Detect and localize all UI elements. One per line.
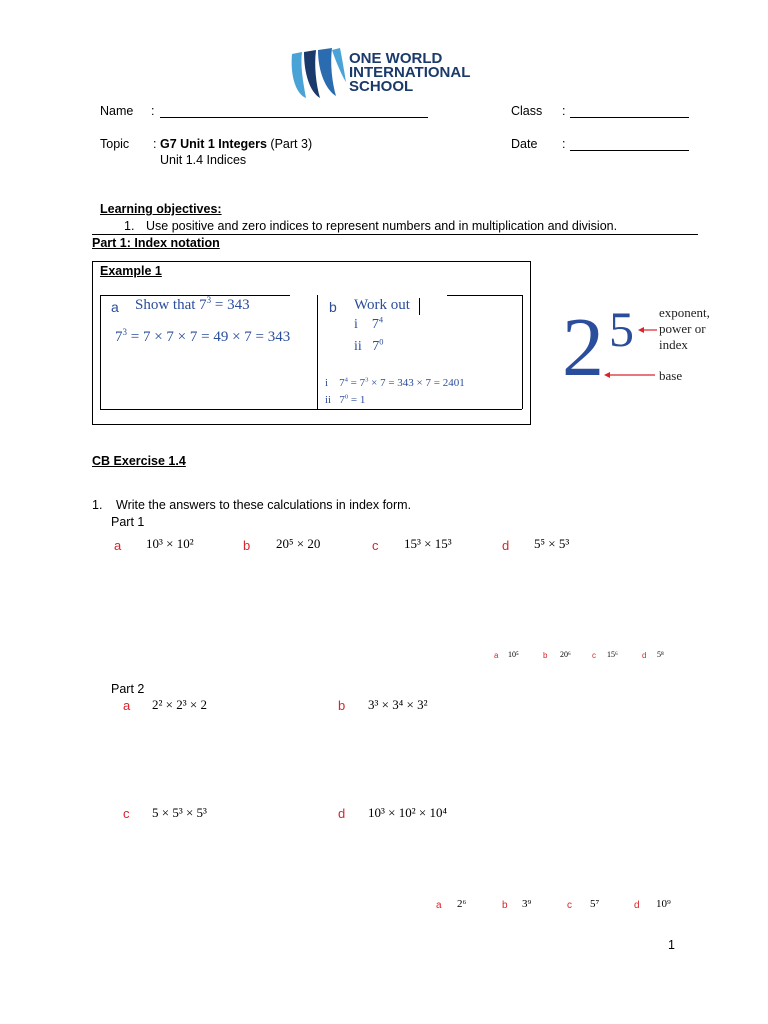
part2-answer-b-label: b xyxy=(502,900,508,911)
part2-answer-c-value: 5⁷ xyxy=(590,898,600,910)
topic-bold: G7 Unit 1 Integers xyxy=(159,137,267,151)
example-b-i: i $7^4$ xyxy=(354,315,384,332)
objectives-title: Learning objectives: xyxy=(100,202,222,216)
exponent-label: exponent, power or index xyxy=(659,305,710,352)
part2-answer-d-label: d xyxy=(634,900,640,911)
example-inner-bottom xyxy=(100,409,522,410)
part2-item-b-expr: 3³ × 3⁴ × 3² xyxy=(368,697,428,712)
name-label: Name xyxy=(100,104,134,118)
part2-item-d-expr: 10³ × 10² × 10⁴ xyxy=(368,805,447,820)
example-inner-left xyxy=(100,295,101,409)
example-b-ii: ii $7^0$ xyxy=(354,337,384,354)
example-inner-top-left xyxy=(100,295,290,296)
part2-label: Part 2 xyxy=(111,682,145,696)
part2-item-d-label: d xyxy=(338,806,346,821)
part1-item-a-label: a xyxy=(114,538,122,553)
class-colon: : xyxy=(562,104,566,118)
part1-answer-c-value: 15⁶ xyxy=(607,650,618,659)
example-answer-ii: ii $7^0 = 1$ xyxy=(325,393,366,406)
part2-answer-b-value: 3⁹ xyxy=(522,898,532,910)
part2-item-a-expr: 2² × 2³ × 2 xyxy=(152,697,207,712)
class-field-line[interactable] xyxy=(570,117,689,118)
example-a-working: $7^3 = 7 \times 7 \times 7 = 49 \times 7 = 343$ xyxy=(115,327,291,345)
school-name-line-3: SCHOOL xyxy=(349,78,414,95)
school-name-line-1: ONE WORLD xyxy=(349,50,443,67)
question-1-text: Write the answers to these calculations in index form. xyxy=(116,498,412,512)
example-title: Example 1 xyxy=(100,264,162,278)
objectives-divider xyxy=(92,234,698,235)
part2-answer-d-value: 10⁹ xyxy=(656,898,671,910)
part1-answer-c-label: c xyxy=(592,651,596,660)
date-label: Date xyxy=(511,137,538,151)
example-inner-mid xyxy=(317,295,318,409)
exponent-arrow-icon xyxy=(638,325,658,335)
diagram-exponent: 5 xyxy=(609,301,634,357)
part1-answer-b-value: 20⁶ xyxy=(560,650,571,659)
logo-mark-icon xyxy=(286,46,348,102)
topic-subtitle: Unit 1.4 Indices xyxy=(160,153,247,167)
base-arrow-icon xyxy=(604,370,656,380)
part1-item-c-expr: 15³ × 15³ xyxy=(404,536,452,551)
part1-item-a-expr: 10³ × 10² xyxy=(146,536,194,551)
objective-text: Use positive and zero indices to represent numbers and in multiplication and division. xyxy=(146,219,618,233)
part2-item-c-label: c xyxy=(123,806,130,821)
name-field-line[interactable] xyxy=(160,117,428,118)
school-name-line-2: INTERNATIONAL xyxy=(349,64,471,81)
part2-answer-c-label: c xyxy=(567,900,572,911)
part1-answer-a-label: a xyxy=(494,651,499,660)
text-cursor xyxy=(419,298,420,315)
date-field-line[interactable] xyxy=(570,150,689,151)
part1-item-d-label: d xyxy=(502,538,510,553)
topic-colon: : xyxy=(153,137,157,151)
part1-answer-b-label: b xyxy=(543,651,548,660)
base-label: base xyxy=(659,368,683,383)
topic-value xyxy=(153,137,312,151)
example-b-question: Work out xyxy=(354,297,410,313)
part2-item-a-label: a xyxy=(123,698,131,713)
example-inner-top-right xyxy=(447,295,522,296)
part1-answer-a-value: 10⁵ xyxy=(508,650,519,659)
part1-item-c-label: c xyxy=(372,538,379,553)
example-a-label: a xyxy=(111,299,119,315)
school-logo xyxy=(286,46,486,102)
diagram-base: 2 xyxy=(562,301,604,394)
example-a-question: Show that $7^3 = 343$ xyxy=(135,295,250,313)
objective-number: 1. xyxy=(124,219,135,233)
part1-label: Part 1 xyxy=(111,515,145,529)
question-1-number: 1. xyxy=(92,498,103,512)
example-answer-i: i $7^4 = 7^3 \times 7 = 343 \times 7 = 2401$ xyxy=(325,376,465,389)
example-inner-right xyxy=(522,295,523,409)
class-label: Class xyxy=(511,104,543,118)
topic-label: Topic xyxy=(100,137,130,151)
name-colon: : xyxy=(151,104,155,118)
page-number: 1 xyxy=(668,938,675,952)
part2-item-b-label: b xyxy=(338,698,346,713)
part2-item-c-expr: 5 × 5³ × 5³ xyxy=(152,805,207,820)
part1-answer-d-value: 5⁸ xyxy=(657,650,664,659)
exercise-title: CB Exercise 1.4 xyxy=(92,454,186,468)
part1-item-b-expr: 20⁵ × 20 xyxy=(276,536,321,551)
date-colon: : xyxy=(562,137,566,151)
part2-answer-a-value: 2⁶ xyxy=(457,898,467,910)
part1-item-d-expr: 5⁵ × 5³ xyxy=(534,536,570,551)
part1-title: Part 1: Index notation xyxy=(92,236,220,250)
part2-answer-a-label: a xyxy=(436,900,442,911)
example-b-label: b xyxy=(329,299,337,315)
topic-rest: (Part 3) xyxy=(266,137,313,151)
part1-item-b-label: b xyxy=(243,538,251,553)
part1-answer-d-label: d xyxy=(642,651,647,660)
